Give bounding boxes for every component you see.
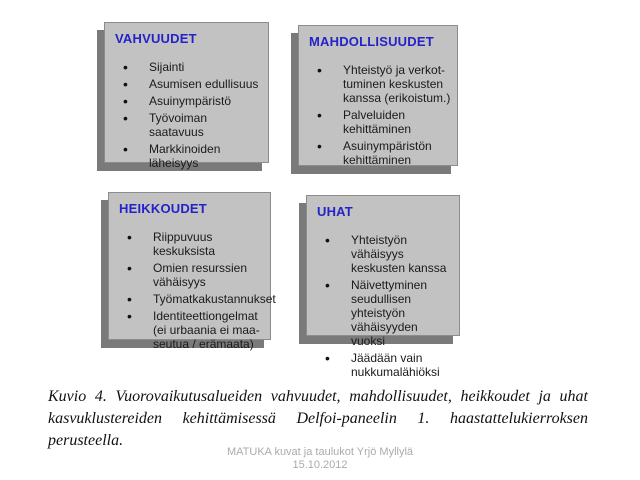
bullet-item: • Asuinympäristö bbox=[123, 94, 263, 108]
bullet-item: • Yhteistyö ja verkot-tuminen keskusten kanssa (erikoistum.) bbox=[317, 63, 452, 105]
swot-box-opportunities bbox=[298, 25, 458, 166]
bullet-item: • Työvoiman saatavuus bbox=[123, 111, 263, 139]
bullet-item: • Jäädään vain nukkumalähiöksi bbox=[325, 351, 454, 379]
bullet-item: • Identiteettiongelmat (ei urbaania ei maa-seutua / erämaata) bbox=[127, 309, 265, 351]
strengths-list bbox=[113, 60, 263, 170]
slide-footer bbox=[0, 446, 640, 472]
bullet-item: • Asumisen edullisuus bbox=[123, 77, 263, 91]
weaknesses-title: HEIKKOUDET bbox=[119, 201, 207, 216]
swot-box-strengths bbox=[104, 22, 269, 170]
bullet-item: • Omien resurssien vähäisyys bbox=[127, 261, 265, 289]
weaknesses-list bbox=[117, 230, 276, 351]
bullet-item: • Markkinoiden läheisyys bbox=[123, 142, 263, 170]
swot-box-weaknesses bbox=[108, 192, 276, 351]
swot-box-threats bbox=[306, 195, 460, 379]
footer-date: 15.10.2012 bbox=[292, 459, 348, 471]
opportunities-title: MAHDOLLISUUDET bbox=[309, 34, 434, 49]
bullet-item: • Näivettyminen seudullisen yhteistyön vähäisyyden vuoksi bbox=[325, 278, 454, 348]
bullet-item: • Palveluiden kehittäminen bbox=[317, 108, 452, 136]
bullet-item: • Asuinympäristön kehittäminen bbox=[317, 139, 452, 167]
strengths-title: VAHVUUDET bbox=[115, 31, 197, 46]
figure-caption: Kuvio 4. Vuorovaikutusalueiden vahvuudet, mahdollisuudet, heikkoudet ja uhat kasvuklustereiden kehittämisessä Delfoi-paneelin 1. haastattelukierroksen perusteella. bbox=[48, 388, 588, 449]
opportunities-list bbox=[307, 63, 452, 167]
bullet-item: • Riippuvuus keskuksista bbox=[127, 230, 265, 258]
bullet-item: • Työmatkakustannukset bbox=[127, 292, 265, 306]
threats-title: UHAT bbox=[317, 204, 353, 219]
bullet-item: • Sijainti bbox=[123, 60, 263, 74]
footer-credit: MATUKA kuvat ja taulukot Yrjö Myllylä bbox=[226, 446, 414, 458]
bullet-item: • Yhteistyön vähäisyys keskusten kanssa bbox=[325, 233, 454, 275]
threats-list bbox=[315, 233, 454, 379]
